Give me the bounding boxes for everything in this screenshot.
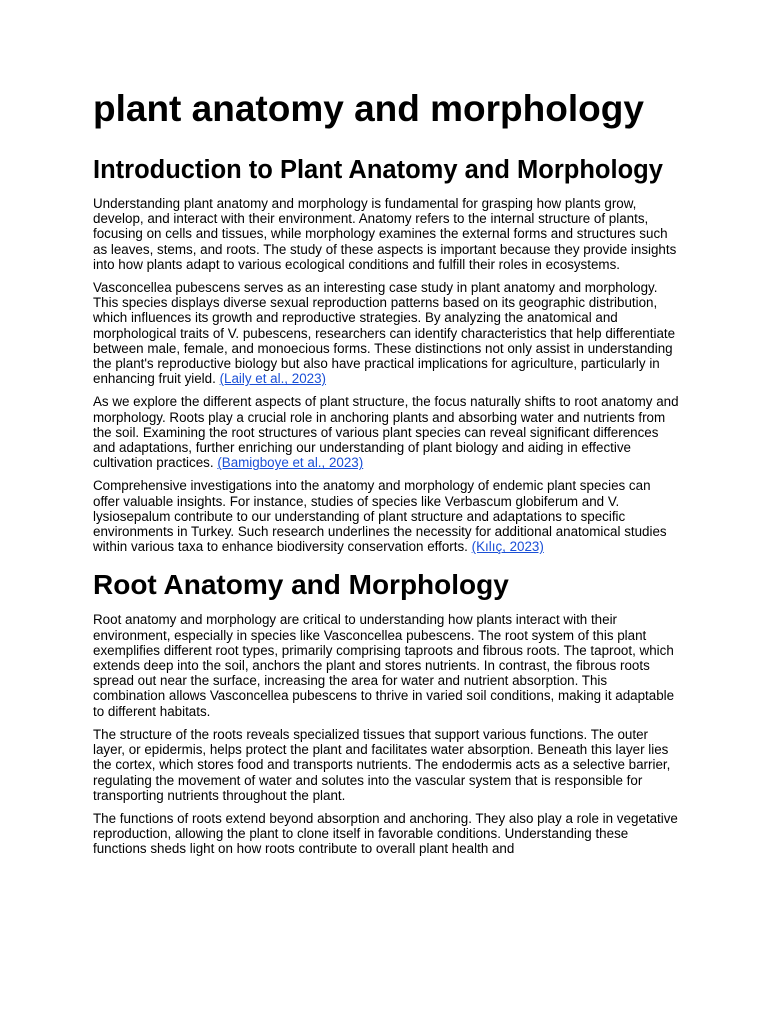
paragraph-text: Root anatomy and morphology are critical to understanding how plants interact with their environment, especially in species like Vasconcellea pubescens. The root system of this plant exemplifies different root types, primarily comprising taproots and fibrous roots. The taproot, which extends deep into the soil, anchors the plant and stores nutrients. In contrast, the fibrous roots spread out near the surface, increasing the area for water and nutrient absorption. This combination allows Vasconcellea pubescens to thrive in varied soil conditions, making it adaptable to different habitats. — [93, 612, 675, 719]
document-page — [93, 86, 679, 865]
citation-link[interactable]: (Laily et al., 2023) — [219, 371, 327, 387]
paragraph-text: As we explore the different aspects of plant structure, the focus naturally shifts to root anatomy and morphology. Roots play a crucial role in anchoring plants and absorbing water and nutrients from the soil. Examining the root structures of various plant species can reveal significant differences and adaptations, further enriching our understanding of plant biology and aiding in effective cultivation practices. — [93, 394, 679, 471]
paragraph-text: The functions of roots extend beyond absorption and anchoring. They also play a role in vegetative reproduction, allowing the plant to clone itself in favorable conditions. Understanding these functions sheds light on how roots contribute to overall plant health and — [93, 810, 678, 857]
paragraph — [93, 612, 679, 718]
paragraph-text: Vasconcellea pubescens serves as an interesting case study in plant anatomy and morphology. This species displays diverse sexual reproduction patterns based on its geographic distribution, which influences its growth and reproductive strategies. By analyzing the anatomical and morphological traits of V. pubescens, researchers can identify characteristics that help differentiate between male, female, and monoecious forms. These distinctions not only assist in understanding the plant's reproductive biology but also have practical implications for agriculture, particularly in enhancing fruit yield. — [93, 280, 676, 387]
paragraph-text: The structure of the roots reveals specialized tissues that support various functions. The outer layer, or epidermis, helps protect the plant and facilitates water absorption. Beneath this layer lies the cortex, which stores food and transports nutrients. The endodermis acts as a selective barrier, regulating the movement of water and solutes into the vascular system that is responsible for transporting nutrients throughout the plant. — [93, 726, 671, 803]
paragraph-text: Understanding plant anatomy and morphology is fundamental for grasping how plants grow, develop, and interact with their environment. Anatomy refers to the internal structure of plants, focusing on cells and tissues, while morphology examines the external forms and structures such as leaves, stems, and roots. The study of these aspects is important because they provide insights into how plants adapt to various ecological conditions and fulfill their roles in ecosystems. — [93, 196, 677, 272]
section-heading-introduction: Introduction to Plant Anatomy and Morphology — [93, 156, 663, 184]
paragraph-text: Comprehensive investigations into the anatomy and morphology of endemic plant species can offer valuable insights. For instance, studies of species like Verbascum globiferum and V. lysiosepalum contribute to our understanding of plant structure and adaptations to specific environments in Turkey. Such research underlines the necessity for additional anatomical studies within various taxa to enhance biodiversity conservation efforts. — [93, 478, 667, 555]
paragraph — [93, 394, 679, 470]
paragraph — [93, 196, 679, 272]
citation-link[interactable]: (Kılıç, 2023) — [471, 539, 544, 555]
section-heading-root-anatomy: Root Anatomy and Morphology — [93, 569, 509, 601]
paragraph — [93, 727, 679, 803]
citation-link[interactable]: (Bamigboye et al., 2023) — [217, 455, 364, 471]
page-title: plant anatomy and morphology — [93, 88, 644, 129]
paragraph — [93, 280, 679, 386]
paragraph — [93, 478, 679, 554]
paragraph — [93, 811, 679, 857]
